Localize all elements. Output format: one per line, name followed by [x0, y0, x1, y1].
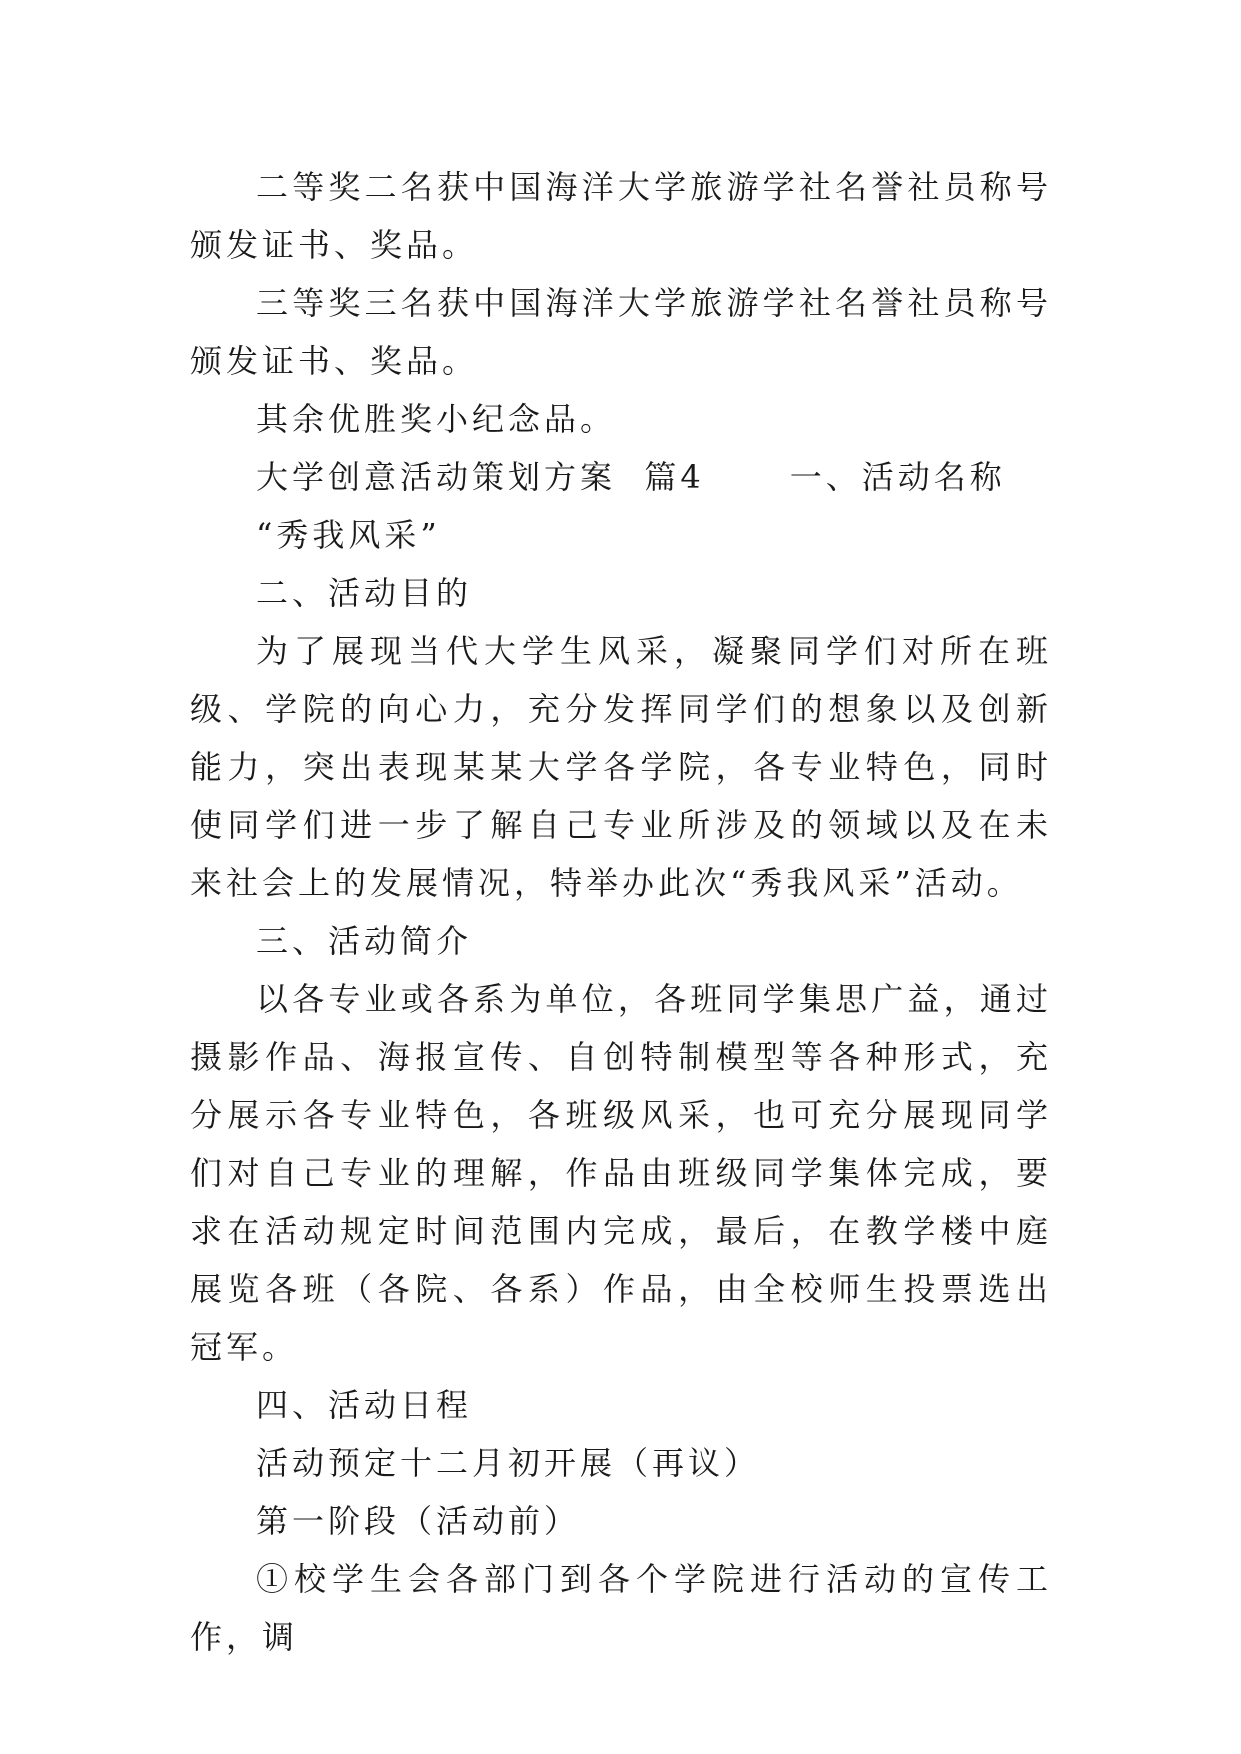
paragraph-schedule-date: 活动预定十二月初开展（再议）: [256, 1444, 761, 1482]
paragraph-activity-intro: 以各专业或各系为单位，各班同学集思广益，通过摄影作品、海报宣传、自创特制模型等各种形式，充分展示各专业特色，各班级风采，也可充分展现同学们对自己专业的理解，作品由班级同学集体完成，要求在活动规定时间范围内完成，最后，在教学楼中庭展览各班（各院、各系）作品，由全校师生投票选出冠军。: [190, 980, 1052, 1366]
paragraph-second-prize: 二等奖二名获中国海洋大学旅游学社名誉社员称号颁发证书、奖品。: [190, 168, 1052, 264]
paragraph-other-prizes: 其余优胜奖小纪念品。: [256, 400, 617, 438]
paragraph-activity-purpose: 为了展现当代大学生风采，凝聚同学们对所在班级、学院的向心力，充分发挥同学们的想象以及创新能力，突出表现某某大学各学院，各专业特色，同时使同学们进一步了解自己专业所涉及的领域以及在未来社会上的发展情况，特举办此次“秀我风采”活动。: [190, 632, 1052, 902]
document-body: [190, 158, 1052, 1666]
heading-activity-schedule: 四、活动日程: [256, 1386, 473, 1424]
heading-activity-intro: 三、活动简介: [256, 922, 473, 960]
heading-activity-purpose: 二、活动目的: [256, 574, 473, 612]
paragraph-plan-title: 大学创意活动策划方案 篇4 一、活动名称: [256, 458, 1006, 496]
heading-phase-one: 第一阶段（活动前）: [256, 1502, 581, 1540]
paragraph-activity-name: “秀我风采”: [256, 516, 441, 554]
paragraph-phase-one-item-1: ①校学生会各部门到各个学院进行活动的宣传工作，调: [190, 1560, 1052, 1656]
paragraph-third-prize: 三等奖三名获中国海洋大学旅游学社名誉社员称号颁发证书、奖品。: [190, 284, 1052, 380]
